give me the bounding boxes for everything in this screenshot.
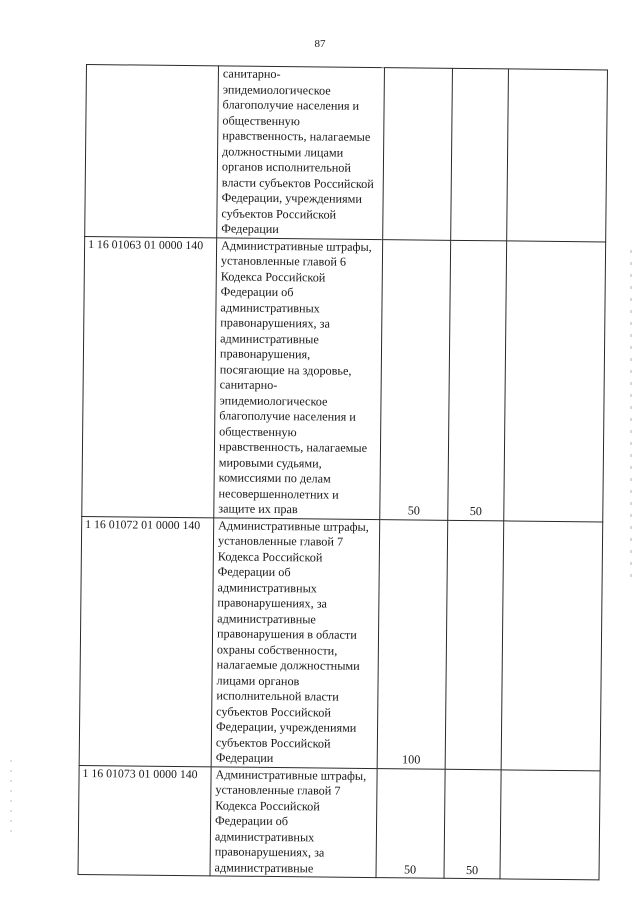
description-line: охраны собственности, (216, 641, 338, 658)
kbk-code-cell: 1 16 01072 01 0000 140 (79, 516, 214, 766)
description-line: субъектов Российской (215, 734, 331, 751)
table-row (82, 236, 606, 521)
description-line: Федерации (221, 221, 279, 237)
description-cell (214, 237, 383, 519)
description-line: административные (214, 859, 314, 875)
page-number: 87 (314, 38, 326, 50)
description-cell (217, 66, 385, 239)
description-line: несовершеннолетних и (218, 485, 339, 502)
description-line: субъектов Российской (221, 205, 337, 222)
description-line: правонарушениях, за (214, 844, 325, 860)
description-line: должностными лицами (222, 143, 344, 160)
description-line: Федерации об (217, 564, 291, 580)
description-line: санитарно- (222, 66, 281, 82)
scan-artifact (630, 250, 632, 580)
description-cell (211, 517, 380, 768)
description-line: общественную (222, 112, 300, 128)
amount-cell-1: 50 (376, 768, 445, 878)
description-cell (210, 766, 377, 877)
amount-cell-2: 50 (448, 240, 507, 521)
description-line: мировыми судьями, (218, 454, 322, 470)
description-line: административных (214, 828, 315, 844)
description-line: установленные главой 7 (217, 533, 344, 549)
description-line: исполнительной власти (216, 688, 339, 704)
description-line: власти субъектов Российской (221, 174, 374, 191)
description-line: правонарушения в области (216, 626, 357, 642)
description-line: Кодекса Российской (215, 797, 320, 813)
description-line: благополучие населения и (222, 97, 360, 113)
amount-cell-2 (445, 520, 504, 770)
amount-cell-3 (500, 769, 600, 880)
description-line: нравственность, налагаемые (218, 439, 368, 455)
description-line: правонарушения, (219, 346, 311, 362)
description-line: органов исполнительной (221, 159, 352, 175)
description-line: комиссиями по делам (218, 470, 331, 486)
kbk-code-cell: 1 16 01063 01 0000 140 (82, 236, 217, 517)
description-line: Административные штрафы, (218, 517, 369, 534)
description-line: Федерации, учреждениями (215, 719, 357, 735)
table-row (85, 65, 608, 242)
description-line: субъектов Российской (216, 703, 331, 720)
description-line: Федерации об (215, 813, 289, 829)
description-line: установленные главой 6 (220, 253, 347, 269)
description-line: административных (217, 579, 317, 595)
description-line: Федерации (215, 750, 274, 765)
description-line: административные (220, 330, 319, 346)
description-line: правонарушениях, за (220, 315, 330, 331)
description-line: Административные штрафы, (215, 766, 367, 783)
description-line: Кодекса Российской (217, 548, 323, 565)
description-line: общественную (219, 423, 297, 439)
table-row (78, 765, 600, 880)
description-line: Федерации об (220, 284, 294, 300)
description-line: правонарушениях, за (217, 595, 328, 611)
amount-cell-3 (507, 69, 608, 242)
description-line: защите их прав (218, 501, 298, 517)
description-line: Административные штрафы, (221, 237, 372, 254)
description-line: благополучие населения и (219, 408, 356, 424)
budget-revenue-table (78, 64, 608, 880)
description-line: эпидемиологическое (219, 392, 328, 409)
table-row (79, 516, 603, 770)
amount-cell-3 (501, 520, 603, 770)
amount-cell-3 (504, 240, 606, 521)
description-line: нравственность, налагаемые (222, 128, 371, 144)
table-body (78, 65, 607, 880)
amount-cell-1 (383, 68, 453, 240)
description-line: административные (217, 610, 316, 626)
description-line: установленные главой 7 (215, 782, 341, 798)
description-line: налагаемые должностными (216, 657, 360, 673)
description-line: посягающие на здоровье, (219, 361, 352, 378)
amount-cell-2 (451, 68, 509, 240)
kbk-code-cell (85, 65, 219, 238)
description-line: Федерации, учреждениями (221, 190, 362, 206)
description-line: эпидемиологическое (222, 81, 331, 98)
amount-cell-2: 50 (444, 769, 501, 879)
amount-cell-1: 100 (377, 519, 448, 769)
description-line: санитарно- (219, 377, 278, 393)
amount-cell-1: 50 (380, 239, 451, 520)
description-line: лицами органов (216, 672, 300, 688)
kbk-code-cell: 1 16 01073 01 0000 140 (78, 765, 211, 876)
scan-artifact (10, 760, 12, 840)
description-line: Кодекса Российской (220, 268, 326, 285)
description-line: административных (220, 299, 320, 315)
